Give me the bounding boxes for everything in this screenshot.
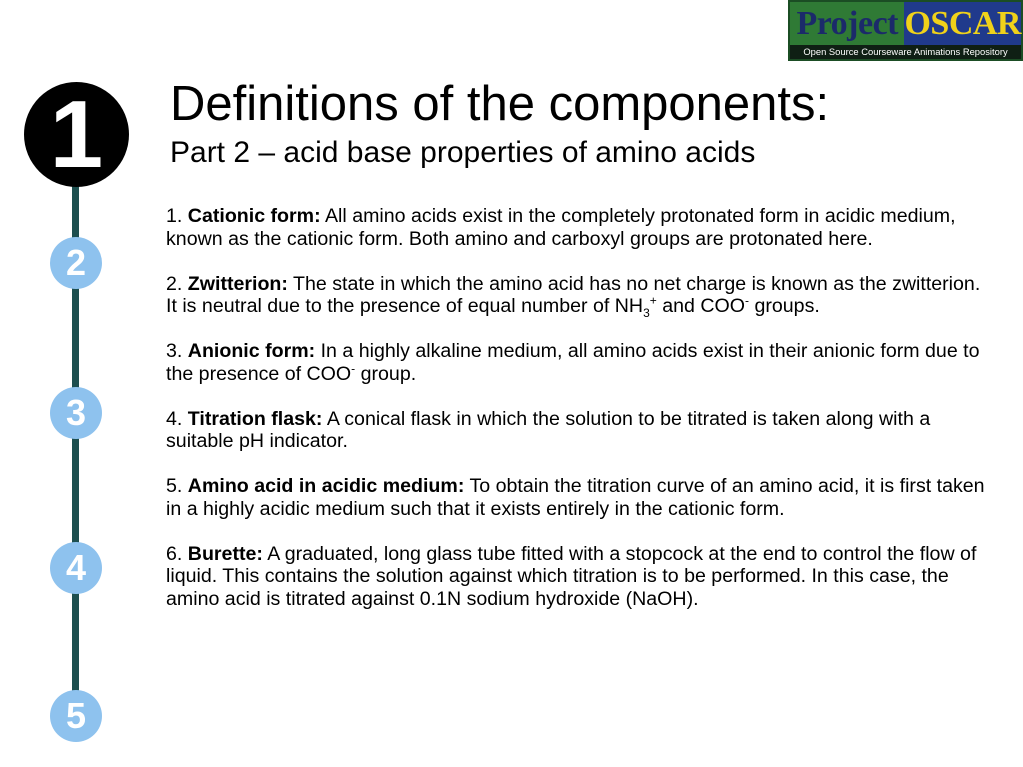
definition-cationic-form [166,205,986,250]
definition-term: Cationic form: [187,205,321,227]
page-subtitle: Part 2 – acid base properties of amino acids [170,136,756,169]
definition-term: Titration flask: [187,407,323,430]
definition-text: A graduated, long glass tube fitted with a stopcock at the end to control the flow of liquid. This contains the solution against which titration is to be performed. In this case, the amino acid is titrated against 0.1N sodium hydroxide (NaOH). [166,542,977,610]
superscript: + [649,293,657,308]
step-5[interactable]: 5 [50,690,102,742]
step-3[interactable]: 3 [50,387,102,439]
definition-number: 4. [166,407,183,430]
project-oscar-logo [788,0,1023,61]
step-1-active[interactable]: 1 [24,82,129,187]
definition-zwitterion [166,273,986,318]
logo-word-oscar: OSCAR [904,2,1021,45]
definition-term: Anionic form: [187,340,316,362]
definitions-list [166,205,986,633]
definition-term: Amino acid in acidic medium: [187,475,465,497]
definition-number: 5. [166,475,183,497]
definition-text: In a highly alkaline medium, all amino acids exist in their anionic form due to the presence of COO [166,340,980,385]
definition-text: All amino acids exist in the completely protonated form in acidic medium, known as the cationic form. Both amino and carboxyl groups are protonated here. [166,205,956,250]
definition-amino-acid-acidic-medium [166,475,986,520]
subscript: 3 [643,305,650,320]
definition-text: groups. [754,295,820,317]
definition-text: and COO [662,295,745,317]
definition-titration-flask [166,408,986,453]
logo-word-project: Project [790,2,904,45]
logo-tagline: Open Source Courseware Animations Repository [790,45,1021,59]
definition-number: 2. [166,272,183,295]
definition-number: 3. [166,340,183,362]
definition-text: The state in which the amino acid has no net charge is known as the zwitterion. It is neutral due to the presence of equal number of NH [166,272,981,317]
definition-term: Zwitterion: [187,272,288,295]
step-2[interactable]: 2 [50,237,102,289]
step-4[interactable]: 4 [50,542,102,594]
superscript: - [745,293,749,308]
definition-text: To obtain the titration curve of an amino acid, it is first taken in a highly acidic medium such that it exists entirely in the cationic form. [166,475,985,520]
definition-term: Burette: [187,542,263,565]
definition-number: 1. [166,205,183,227]
definition-text: A conical flask in which the solution to be titrated is taken along with a suitable pH indicator. [166,407,931,452]
definition-number: 6. [166,542,183,565]
definition-text: group. [360,362,417,385]
definition-anionic-form [166,340,986,385]
page-title: Definitions of the components: [170,77,830,131]
superscript: - [351,360,356,375]
definition-burette [166,543,986,611]
